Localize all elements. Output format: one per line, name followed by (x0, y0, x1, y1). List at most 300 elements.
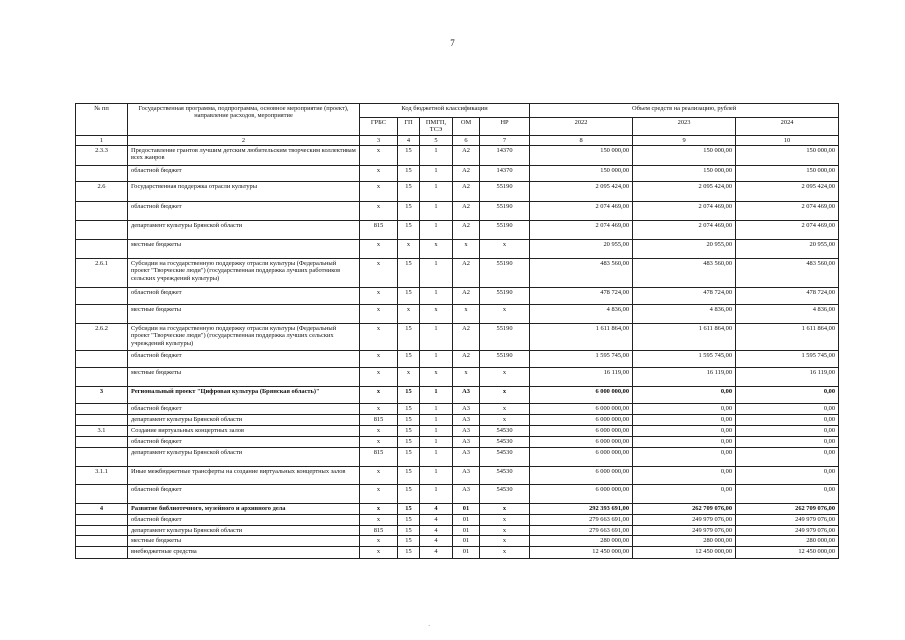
row-amount-2022: 292 393 691,00 (530, 504, 633, 515)
row-amount-2022: 6 000 000,00 (530, 467, 633, 485)
row-name: департамент культуры Брянской области (128, 415, 360, 426)
row-nr: х (480, 404, 530, 415)
row-amount-2022: 483 560,00 (530, 259, 633, 288)
row-num (76, 515, 128, 526)
row-amount-2024: 20 955,00 (736, 240, 839, 259)
table-row (76, 387, 839, 404)
row-amount-2024: 280 000,00 (736, 536, 839, 546)
page-number: 7 (450, 38, 455, 48)
row-pmgp: х (420, 305, 453, 324)
row-om: А3 (453, 387, 480, 404)
row-grbs: х (360, 467, 398, 485)
row-amount-2024: 0,00 (736, 485, 839, 504)
row-name: местные бюджеты (128, 305, 360, 324)
row-amount-2022: 279 663 691,00 (530, 526, 633, 536)
row-om: А3 (453, 467, 480, 485)
row-amount-2023: 0,00 (633, 448, 736, 467)
row-gp: 15 (398, 288, 420, 305)
row-grbs: х (360, 288, 398, 305)
table-row (76, 515, 839, 526)
row-nr: х (480, 546, 530, 558)
row-gp: 15 (398, 324, 420, 351)
row-nr: х (480, 515, 530, 526)
row-om: х (453, 305, 480, 324)
row-amount-2023: 16 119,00 (633, 368, 736, 387)
row-amount-2024: 249 979 076,00 (736, 515, 839, 526)
row-amount-2024: 0,00 (736, 415, 839, 426)
row-amount-2022: 6 000 000,00 (530, 387, 633, 404)
row-amount-2024: 0,00 (736, 404, 839, 415)
row-amount-2023: 0,00 (633, 404, 736, 415)
row-gp: 15 (398, 546, 420, 558)
row-gp: 15 (398, 437, 420, 448)
table-row (76, 351, 839, 368)
row-gp: 15 (398, 259, 420, 288)
row-name: Субсидии на государственную поддержку отрасли культуры (Федеральный проект "Творческие люди") (государственная поддержка лучших сельских учреждений культуры) (128, 324, 360, 351)
row-amount-2024: 0,00 (736, 437, 839, 448)
column-number: 1 (76, 135, 128, 145)
header-name: Государственная программа, подпрограмма, основное мероприятие (проект), направление расходов, мероприятие (128, 104, 360, 136)
column-number: 6 (453, 135, 480, 145)
row-nr: 54530 (480, 437, 530, 448)
row-amount-2022: 150 000,00 (530, 146, 633, 166)
row-om: А2 (453, 221, 480, 240)
table-row (76, 504, 839, 515)
row-grbs: х (360, 485, 398, 504)
row-name: Развитие библиотечного, музейного и архивного дела (128, 504, 360, 515)
row-num (76, 166, 128, 182)
row-num: 2.6.2 (76, 324, 128, 351)
row-amount-2023: 280 000,00 (633, 536, 736, 546)
row-nr: 54530 (480, 448, 530, 467)
row-num: 3 (76, 387, 128, 404)
row-amount-2024: 150 000,00 (736, 166, 839, 182)
row-num (76, 546, 128, 558)
row-pmgp: 1 (420, 182, 453, 202)
row-gp: 15 (398, 526, 420, 536)
row-amount-2023: 483 560,00 (633, 259, 736, 288)
header-year-2022: 2022 (530, 118, 633, 136)
row-gp: 15 (398, 415, 420, 426)
row-amount-2024: 4 836,00 (736, 305, 839, 324)
row-name: местные бюджеты (128, 368, 360, 387)
row-amount-2022: 20 955,00 (530, 240, 633, 259)
header-code-gp: ГП (398, 118, 420, 136)
header-year-2024: 2024 (736, 118, 839, 136)
row-nr: х (480, 368, 530, 387)
table-row (76, 288, 839, 305)
row-amount-2022: 1 595 745,00 (530, 351, 633, 368)
row-grbs: х (360, 259, 398, 288)
row-amount-2023: 262 709 076,00 (633, 504, 736, 515)
row-gp: 15 (398, 515, 420, 526)
row-nr: 55190 (480, 221, 530, 240)
row-amount-2024: 1 595 745,00 (736, 351, 839, 368)
row-num: 3.1.1 (76, 467, 128, 485)
row-grbs: х (360, 515, 398, 526)
column-number: 9 (633, 135, 736, 145)
table-row (76, 166, 839, 182)
row-amount-2022: 16 119,00 (530, 368, 633, 387)
row-pmgp: х (420, 368, 453, 387)
row-grbs: х (360, 437, 398, 448)
row-num (76, 221, 128, 240)
row-gp: 15 (398, 221, 420, 240)
row-name: Иные межбюджетные трансферты на создание виртуальных концертных залов (128, 467, 360, 485)
row-gp: 15 (398, 146, 420, 166)
row-amount-2024: 0,00 (736, 426, 839, 437)
row-gp: 15 (398, 448, 420, 467)
row-amount-2024: 0,00 (736, 448, 839, 467)
table-row (76, 146, 839, 166)
row-num (76, 202, 128, 221)
row-amount-2022: 2 074 469,00 (530, 221, 633, 240)
row-om: А2 (453, 146, 480, 166)
row-om: 01 (453, 504, 480, 515)
row-om: А3 (453, 426, 480, 437)
row-om: 01 (453, 526, 480, 536)
row-om: х (453, 240, 480, 259)
table-row (76, 467, 839, 485)
row-gp: х (398, 305, 420, 324)
row-num (76, 240, 128, 259)
row-pmgp: 1 (420, 467, 453, 485)
row-pmgp: 1 (420, 404, 453, 415)
row-nr: х (480, 305, 530, 324)
table-row (76, 202, 839, 221)
row-om: А2 (453, 324, 480, 351)
row-amount-2023: 4 836,00 (633, 305, 736, 324)
table-row (76, 221, 839, 240)
row-amount-2024: 0,00 (736, 387, 839, 404)
row-name: Субсидии на государственную поддержку отрасли культуры (Федеральный проект "Творческие люди") (государственная поддержка лучших работников сельских учреждений культуры) (128, 259, 360, 288)
row-amount-2022: 150 000,00 (530, 166, 633, 182)
row-gp: 15 (398, 387, 420, 404)
row-grbs: х (360, 404, 398, 415)
row-amount-2024: 478 724,00 (736, 288, 839, 305)
column-number-row (76, 135, 839, 145)
row-num: 2.6.1 (76, 259, 128, 288)
row-amount-2023: 0,00 (633, 387, 736, 404)
row-amount-2023: 0,00 (633, 467, 736, 485)
row-num (76, 437, 128, 448)
row-grbs: х (360, 166, 398, 182)
row-om: А3 (453, 404, 480, 415)
row-pmgp: 1 (420, 415, 453, 426)
row-grbs: х (360, 426, 398, 437)
row-gp: 15 (398, 485, 420, 504)
row-gp: 15 (398, 404, 420, 415)
row-pmgp: 4 (420, 504, 453, 515)
column-number: 5 (420, 135, 453, 145)
row-pmgp: 1 (420, 221, 453, 240)
row-gp: х (398, 368, 420, 387)
row-gp: 15 (398, 351, 420, 368)
row-amount-2024: 150 000,00 (736, 146, 839, 166)
header-code-nr: НР (480, 118, 530, 136)
table-row (76, 305, 839, 324)
row-nr: 55190 (480, 288, 530, 305)
row-om: А3 (453, 448, 480, 467)
row-num (76, 288, 128, 305)
row-grbs: х (360, 202, 398, 221)
row-amount-2023: 0,00 (633, 437, 736, 448)
row-amount-2022: 6 000 000,00 (530, 426, 633, 437)
row-nr: 54530 (480, 467, 530, 485)
row-grbs: 815 (360, 448, 398, 467)
row-nr: х (480, 415, 530, 426)
row-pmgp: 1 (420, 387, 453, 404)
row-amount-2023: 478 724,00 (633, 288, 736, 305)
table-row (76, 437, 839, 448)
row-name: областной бюджет (128, 202, 360, 221)
row-pmgp: х (420, 240, 453, 259)
row-name: Государственная поддержка отрасли культуры (128, 182, 360, 202)
row-om: А2 (453, 166, 480, 182)
row-num (76, 351, 128, 368)
row-om: А3 (453, 415, 480, 426)
row-name: Создание виртуальных концертных залов (128, 426, 360, 437)
header-num: № пп (76, 104, 128, 136)
row-pmgp: 1 (420, 426, 453, 437)
row-grbs: 815 (360, 221, 398, 240)
row-num: 4 (76, 504, 128, 515)
row-grbs: х (360, 146, 398, 166)
row-om: А2 (453, 288, 480, 305)
row-om: А3 (453, 437, 480, 448)
row-gp: 15 (398, 536, 420, 546)
row-om: х (453, 368, 480, 387)
row-name: департамент культуры Брянской области (128, 448, 360, 467)
row-amount-2022: 2 095 424,00 (530, 182, 633, 202)
column-number: 2 (128, 135, 360, 145)
row-gp: 15 (398, 202, 420, 221)
row-name: областной бюджет (128, 437, 360, 448)
row-amount-2023: 150 000,00 (633, 166, 736, 182)
column-number: 3 (360, 135, 398, 145)
row-amount-2024: 0,00 (736, 467, 839, 485)
row-name: местные бюджеты (128, 536, 360, 546)
row-name: внебюджетные средства (128, 546, 360, 558)
row-amount-2022: 478 724,00 (530, 288, 633, 305)
row-grbs: х (360, 182, 398, 202)
row-num (76, 404, 128, 415)
table-row (76, 182, 839, 202)
header-year-2023: 2023 (633, 118, 736, 136)
row-num: 2.3.3 (76, 146, 128, 166)
row-name: департамент культуры Брянской области (128, 221, 360, 240)
row-amount-2023: 2 074 469,00 (633, 202, 736, 221)
row-amount-2022: 280 000,00 (530, 536, 633, 546)
row-pmgp: 1 (420, 351, 453, 368)
row-amount-2023: 249 979 076,00 (633, 526, 736, 536)
row-amount-2022: 6 000 000,00 (530, 415, 633, 426)
row-num (76, 368, 128, 387)
table-body (76, 146, 839, 559)
row-om: 01 (453, 546, 480, 558)
row-num (76, 305, 128, 324)
row-amount-2023: 249 979 076,00 (633, 515, 736, 526)
row-pmgp: 1 (420, 288, 453, 305)
row-num (76, 448, 128, 467)
row-amount-2024: 249 979 076,00 (736, 526, 839, 536)
row-amount-2022: 6 000 000,00 (530, 448, 633, 467)
row-amount-2022: 1 611 864,00 (530, 324, 633, 351)
row-pmgp: 1 (420, 259, 453, 288)
row-num (76, 536, 128, 546)
table-row (76, 324, 839, 351)
row-amount-2023: 2 095 424,00 (633, 182, 736, 202)
row-amount-2024: 1 611 864,00 (736, 324, 839, 351)
column-number: 10 (736, 135, 839, 145)
row-amount-2022: 4 836,00 (530, 305, 633, 324)
row-amount-2023: 2 074 469,00 (633, 221, 736, 240)
row-amount-2022: 6 000 000,00 (530, 404, 633, 415)
row-om: А2 (453, 182, 480, 202)
row-gp: 15 (398, 504, 420, 515)
row-nr: 55190 (480, 324, 530, 351)
row-om: 01 (453, 515, 480, 526)
row-name: местные бюджеты (128, 240, 360, 259)
row-nr: 14370 (480, 146, 530, 166)
row-gp: 15 (398, 182, 420, 202)
row-nr: 55190 (480, 351, 530, 368)
table-row (76, 426, 839, 437)
row-gp: 15 (398, 467, 420, 485)
row-nr: 55190 (480, 182, 530, 202)
row-num (76, 485, 128, 504)
row-name: областной бюджет (128, 351, 360, 368)
row-amount-2022: 6 000 000,00 (530, 485, 633, 504)
row-gp: х (398, 240, 420, 259)
row-amount-2023: 0,00 (633, 485, 736, 504)
column-number: 8 (530, 135, 633, 145)
row-name: областной бюджет (128, 166, 360, 182)
table-row (76, 368, 839, 387)
row-nr: х (480, 526, 530, 536)
row-name: департамент культуры Брянской области (128, 526, 360, 536)
row-pmgp: 4 (420, 526, 453, 536)
row-name: областной бюджет (128, 288, 360, 305)
row-grbs: х (360, 536, 398, 546)
row-nr: 54530 (480, 426, 530, 437)
row-pmgp: 1 (420, 202, 453, 221)
row-amount-2022: 12 450 000,00 (530, 546, 633, 558)
row-amount-2024: 16 119,00 (736, 368, 839, 387)
row-pmgp: 4 (420, 536, 453, 546)
row-num: 3.1 (76, 426, 128, 437)
row-gp: 15 (398, 166, 420, 182)
row-nr: х (480, 240, 530, 259)
row-nr: х (480, 536, 530, 546)
row-grbs: х (360, 324, 398, 351)
row-pmgp: 1 (420, 166, 453, 182)
row-grbs: х (360, 240, 398, 259)
row-name: областной бюджет (128, 404, 360, 415)
row-amount-2024: 483 560,00 (736, 259, 839, 288)
row-amount-2023: 0,00 (633, 426, 736, 437)
table-row (76, 448, 839, 467)
row-pmgp: 4 (420, 515, 453, 526)
row-nr: 55190 (480, 259, 530, 288)
row-grbs: 815 (360, 526, 398, 536)
row-pmgp: 4 (420, 546, 453, 558)
row-amount-2023: 0,00 (633, 415, 736, 426)
row-num (76, 526, 128, 536)
row-amount-2024: 2 074 469,00 (736, 221, 839, 240)
row-num (76, 415, 128, 426)
row-num: 2.6 (76, 182, 128, 202)
table-row (76, 546, 839, 558)
table-row (76, 240, 839, 259)
row-nr: х (480, 504, 530, 515)
row-om: А3 (453, 485, 480, 504)
row-om: 01 (453, 536, 480, 546)
row-grbs: х (360, 351, 398, 368)
row-pmgp: 1 (420, 448, 453, 467)
header-code-om: ОМ (453, 118, 480, 136)
row-grbs: 815 (360, 415, 398, 426)
row-grbs: х (360, 368, 398, 387)
row-pmgp: 1 (420, 485, 453, 504)
table-row (76, 415, 839, 426)
budget-table (75, 103, 839, 559)
table-row (76, 259, 839, 288)
row-amount-2022: 2 074 469,00 (530, 202, 633, 221)
row-name: Региональный проект "Цифровая культура (Брянская область)" (128, 387, 360, 404)
table-row (76, 536, 839, 546)
row-amount-2024: 12 450 000,00 (736, 546, 839, 558)
scan-mark: · (428, 622, 431, 630)
row-name: областной бюджет (128, 485, 360, 504)
row-amount-2024: 2 095 424,00 (736, 182, 839, 202)
row-pmgp: 1 (420, 324, 453, 351)
header-code-grbs: ГРБС (360, 118, 398, 136)
table-row (76, 526, 839, 536)
row-nr: 54530 (480, 485, 530, 504)
row-grbs: х (360, 387, 398, 404)
row-grbs: х (360, 504, 398, 515)
row-amount-2023: 20 955,00 (633, 240, 736, 259)
row-om: А2 (453, 259, 480, 288)
row-om: А2 (453, 351, 480, 368)
row-name: областной бюджет (128, 515, 360, 526)
row-amount-2023: 150 000,00 (633, 146, 736, 166)
row-amount-2023: 12 450 000,00 (633, 546, 736, 558)
header-code-pmgp: ПМГП, ТСЭ (420, 118, 453, 136)
table-row (76, 404, 839, 415)
row-amount-2024: 262 709 076,00 (736, 504, 839, 515)
row-nr: 55190 (480, 202, 530, 221)
row-om: А2 (453, 202, 480, 221)
table-row (76, 485, 839, 504)
row-pmgp: 1 (420, 146, 453, 166)
row-amount-2023: 1 611 864,00 (633, 324, 736, 351)
row-nr: х (480, 387, 530, 404)
column-number: 4 (398, 135, 420, 145)
row-amount-2022: 6 000 000,00 (530, 437, 633, 448)
row-nr: 14370 (480, 166, 530, 182)
row-grbs: х (360, 546, 398, 558)
row-pmgp: 1 (420, 437, 453, 448)
row-amount-2022: 279 663 691,00 (530, 515, 633, 526)
header-code-group: Код бюджетной классификации (360, 104, 530, 118)
row-amount-2023: 1 595 745,00 (633, 351, 736, 368)
row-gp: 15 (398, 426, 420, 437)
header-amount-group: Объем средств на реализацию, рублей (530, 104, 839, 118)
column-number: 7 (480, 135, 530, 145)
row-name: Предоставление грантов лучшим детским любительским творческим коллективам всех жанров (128, 146, 360, 166)
